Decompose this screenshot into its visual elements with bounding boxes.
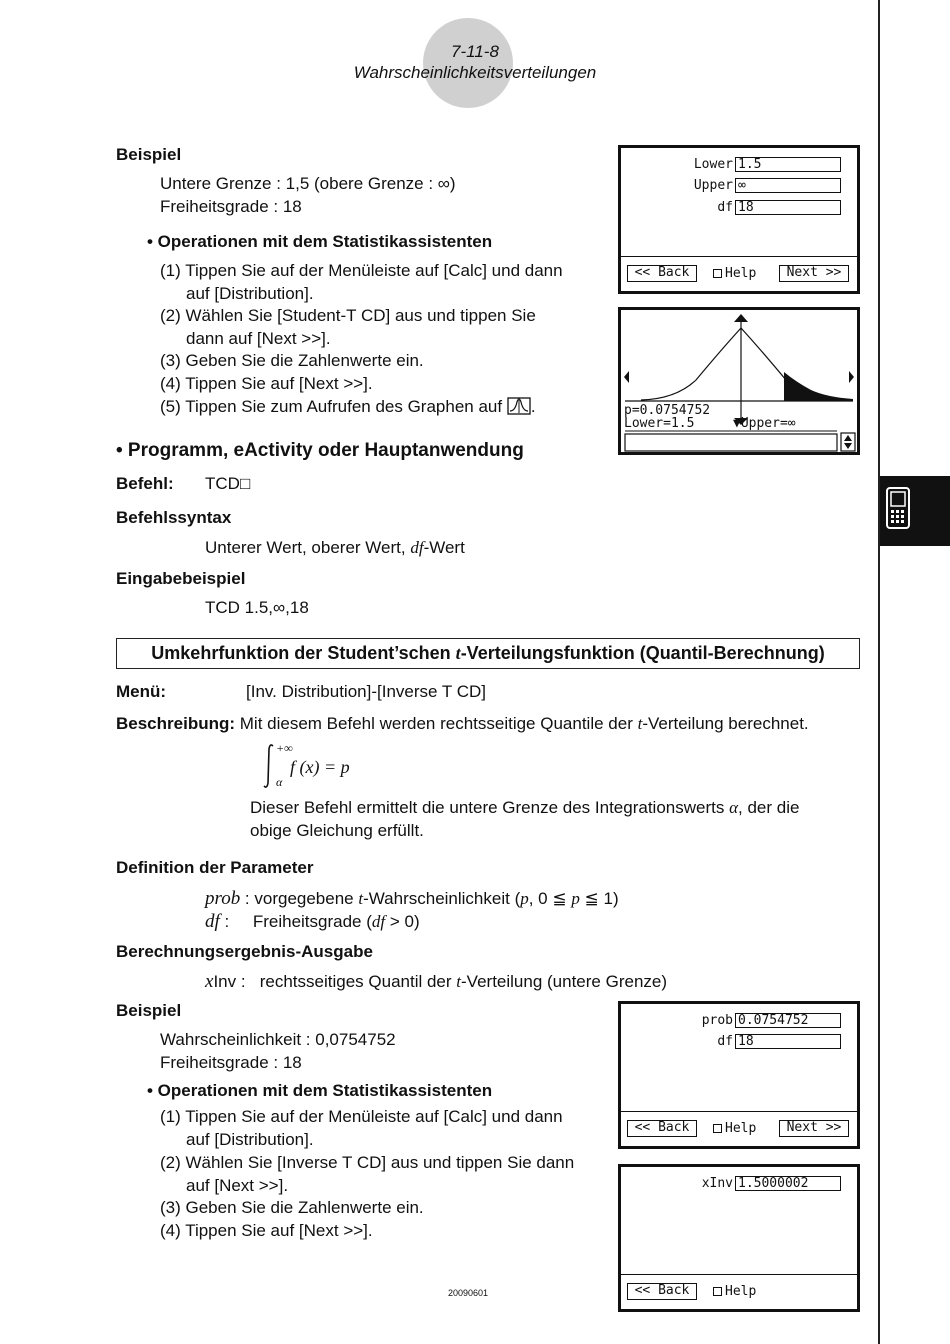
calculator-icon	[880, 476, 950, 546]
upper-field[interactable]: ∞	[735, 178, 841, 193]
desc2-line2: obige Gleichung erfüllt.	[250, 821, 424, 840]
param-label: Definition der Parameter	[116, 858, 314, 877]
example2-line1: Wahrscheinlichkeit : 0,0754752	[160, 1030, 396, 1049]
right-margin-line	[878, 0, 880, 1344]
calc-screen-4	[618, 1164, 860, 1312]
xinv-label: xInv	[701, 1176, 733, 1191]
param-df: df : Freiheitsgrade (df > 0)	[205, 911, 420, 932]
step2-1b: auf [Distribution].	[186, 1130, 314, 1149]
step2-2b: auf [Next >>].	[186, 1176, 289, 1195]
df-field[interactable]: 18	[735, 200, 841, 215]
menu-label: Menü:	[116, 682, 167, 701]
back-button-3[interactable]: << Back	[627, 1120, 697, 1137]
syntax-label: Befehlssyntax	[116, 508, 232, 527]
page-number: 7-11-8	[451, 42, 499, 61]
prob-label: prob	[701, 1013, 733, 1028]
step1-2: (2) Wählen Sie [Student-T CD] aus und tippen Sie	[160, 306, 536, 325]
prog-heading: • Programm, eActivity oder Hauptanwendung	[116, 440, 524, 461]
calc-screen-1	[618, 145, 860, 294]
step1-4: (4) Tippen Sie auf [Next >>].	[160, 374, 373, 393]
eingabe-label: Eingabebeispiel	[116, 569, 246, 588]
result-label: Berechnungsergebnis-Ausgabe	[116, 942, 373, 961]
step1-2b: dann auf [Next >>].	[186, 329, 331, 348]
param-prob: prob : vorgegebene t-Wahrscheinlichkeit (p, 0 ≦ p ≦ 1)	[205, 888, 619, 909]
step1-5-text: (5) Tippen Sie zum Aufrufen des Graphen auf	[160, 397, 503, 416]
befehl-label: Befehl:	[116, 474, 174, 493]
back-button-4[interactable]: << Back	[627, 1283, 697, 1300]
upper-label: Upper	[693, 178, 733, 193]
chapter-tab	[880, 476, 950, 546]
beispiel-label-1: Beispiel	[116, 145, 182, 164]
upper-text: ▼Upper=∞	[733, 416, 796, 431]
ops-heading-2: • Operationen mit dem Statistikassistenten	[147, 1081, 493, 1100]
button-bar-1	[621, 256, 857, 292]
xinv-desc: xInv : rechtsseitiges Quantil der t-Verteilung (untere Grenze)	[205, 971, 668, 992]
section-heading-box: Umkehrfunktion der Student’schen t-Verteilungsfunktion (Quantil-Berechnung)	[116, 638, 860, 669]
example1-line2: Freiheitsgrade : 18	[160, 197, 302, 216]
example1-line1: Untere Grenze : 1,5 (obere Grenze : ∞)	[160, 174, 456, 193]
step2-2: (2) Wählen Sie [Inverse T CD] aus und tippen Sie dann	[160, 1153, 575, 1172]
lower-text: Lower=1.5	[624, 416, 695, 431]
lower-field[interactable]: 1.5	[735, 157, 841, 172]
beispiel-label-2: Beispiel	[116, 1001, 182, 1020]
step1-3: (3) Geben Sie die Zahlenwerte ein.	[160, 351, 424, 370]
calc-screen-3	[618, 1001, 860, 1149]
calc-graph-screen	[618, 307, 860, 455]
befehl-value: TCD□	[205, 474, 251, 493]
integral-formula: +∞ α f (x) = p	[262, 741, 382, 791]
lower-label: Lower	[693, 157, 733, 172]
graph-button-icon	[507, 397, 531, 420]
step2-3: (3) Geben Sie die Zahlenwerte ein.	[160, 1198, 424, 1217]
ops-heading-1: • Operationen mit dem Statistikassistenten	[147, 232, 493, 251]
next-button-3[interactable]: Next >>	[779, 1120, 849, 1137]
step2-4: (4) Tippen Sie auf [Next >>].	[160, 1221, 373, 1240]
help-checkbox-3[interactable]: Help	[713, 1121, 756, 1136]
syntax-value: Unterer Wert, oberer Wert, df-Wert	[205, 538, 465, 557]
button-bar-4	[621, 1274, 857, 1310]
menu-value: [Inv. Distribution]-[Inverse T CD]	[246, 682, 486, 701]
beschreibung-line: Beschreibung: Mit diesem Befehl werden rechtsseitige Quantile der t-Verteilung berechnet.	[116, 714, 809, 733]
desc2-line1: Dieser Befehl ermittelt die untere Grenze des Integrationswerts α, der die	[250, 798, 800, 817]
step1-1b: auf [Distribution].	[186, 284, 314, 303]
df-label-3: df	[717, 1034, 733, 1049]
eingabe-value: TCD 1.5,∞,18	[205, 598, 309, 617]
footer-code: 20090601	[448, 1288, 489, 1298]
next-button-1[interactable]: Next >>	[779, 265, 849, 282]
help-checkbox-1[interactable]: Help	[713, 266, 756, 281]
step1-1: (1) Tippen Sie auf der Menüleiste auf [Calc] und dann	[160, 261, 563, 280]
df-label: df	[717, 200, 733, 215]
prob-field[interactable]: 0.0754752	[735, 1013, 841, 1028]
example2-line2: Freiheitsgrade : 18	[160, 1053, 302, 1072]
step1-5: (5) Tippen Sie zum Aufrufen des Graphen auf .	[160, 397, 536, 420]
p-value-text: p=0.0754752	[624, 403, 711, 418]
button-bar-3	[621, 1111, 857, 1147]
back-button-1[interactable]: << Back	[627, 265, 697, 282]
df-field-3[interactable]: 18	[735, 1034, 841, 1049]
chapter-title: Wahrscheinlichkeitsverteilungen	[353, 63, 597, 82]
xinv-field[interactable]: 1.5000002	[735, 1176, 841, 1191]
help-checkbox-4[interactable]: Help	[713, 1284, 756, 1299]
step2-1: (1) Tippen Sie auf der Menüleiste auf [Calc] und dann	[160, 1107, 563, 1126]
